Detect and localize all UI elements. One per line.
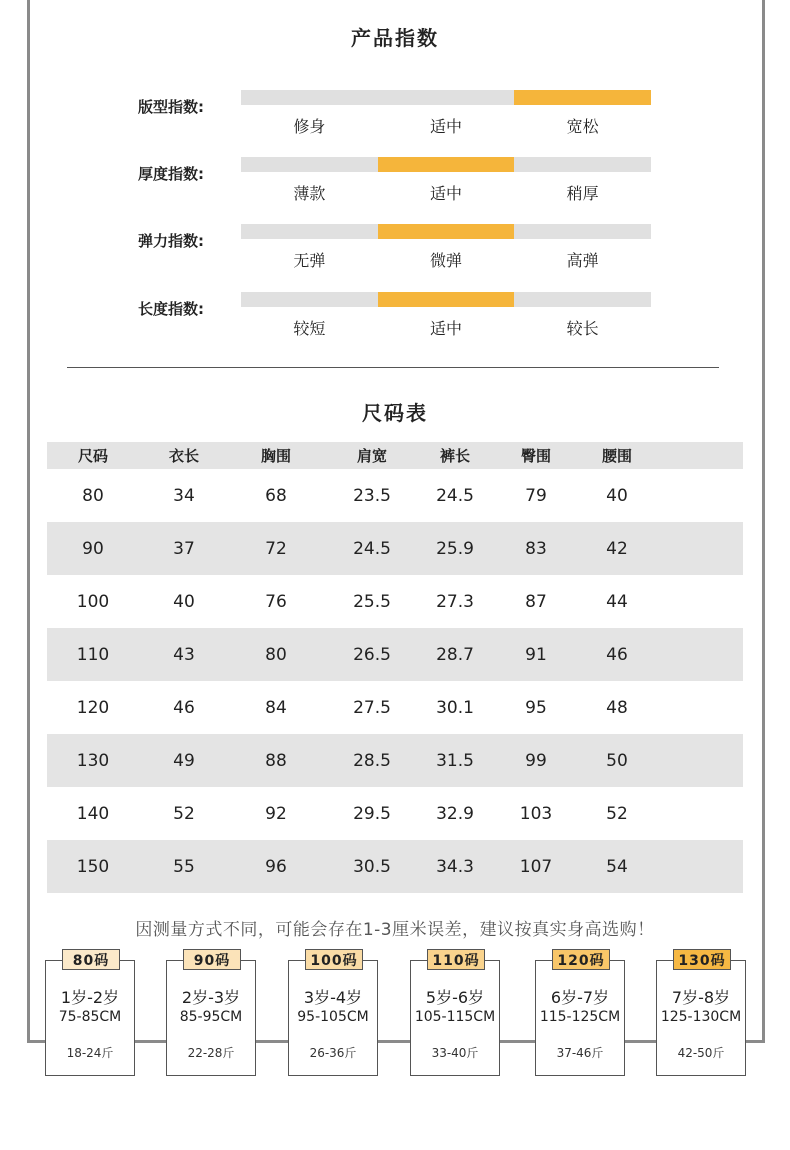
size-card-age: 2岁-3岁 xyxy=(181,988,241,1007)
index-options xyxy=(241,316,651,339)
size-table-cell: 103 xyxy=(519,803,553,824)
size-table-cell: 44 xyxy=(606,591,628,612)
size-table-cell: 54 xyxy=(606,856,628,877)
index-options xyxy=(241,114,651,137)
size-table-cell: 99 xyxy=(525,750,547,771)
index-bar xyxy=(241,157,651,172)
index-bar-segment xyxy=(241,224,378,239)
size-chart-table xyxy=(47,442,743,893)
index-bar-segment xyxy=(241,157,378,172)
index-option: 较长 xyxy=(566,319,599,338)
size-table-cell: 32.9 xyxy=(436,803,474,824)
size-table-cell: 34 xyxy=(173,485,195,506)
index-bar-segment-active xyxy=(514,90,651,105)
size-table-cell: 29.5 xyxy=(353,803,391,824)
index-options xyxy=(241,181,651,204)
index-row xyxy=(0,224,790,284)
size-table-cell: 42 xyxy=(606,538,628,559)
size-table-header xyxy=(47,442,743,469)
size-card-weight: 42-50斤 xyxy=(677,1046,725,1060)
index-bar-segment xyxy=(241,292,378,307)
size-card-badge: 100码 xyxy=(305,949,363,970)
size-table-cell: 49 xyxy=(173,750,195,771)
size-table-cell: 25.5 xyxy=(353,591,391,612)
size-table-cell: 84 xyxy=(265,697,287,718)
size-table-cell: 68 xyxy=(265,485,287,506)
size-card xyxy=(45,952,135,1076)
size-table-header-cell: 衣长 xyxy=(168,447,199,465)
index-option: 薄款 xyxy=(293,184,326,203)
size-card-age: 6岁-7岁 xyxy=(550,988,610,1007)
size-table-header-cell: 腰围 xyxy=(601,447,632,465)
size-card xyxy=(166,952,256,1076)
size-table-cell: 150 xyxy=(76,856,110,877)
size-card xyxy=(656,952,746,1076)
size-table-cell: 46 xyxy=(173,697,195,718)
size-table-header-cell: 尺码 xyxy=(77,447,108,465)
size-card-age: 1岁-2岁 xyxy=(60,988,120,1007)
size-table-row xyxy=(47,522,743,575)
index-label: 弹力指数: xyxy=(138,232,204,250)
size-card-height: 75-85CM xyxy=(58,1009,122,1025)
size-card-height: 125-130CM xyxy=(660,1009,742,1025)
size-table-cell: 24.5 xyxy=(353,538,391,559)
index-option: 微弹 xyxy=(430,251,463,270)
size-table-row xyxy=(47,628,743,681)
index-row xyxy=(0,90,790,150)
size-table-cell: 96 xyxy=(265,856,287,877)
size-table-cell: 76 xyxy=(265,591,287,612)
frame-bottom-border xyxy=(27,1040,765,1043)
index-row xyxy=(0,292,790,352)
size-card-weight: 26-36斤 xyxy=(309,1046,357,1060)
size-table-row xyxy=(47,840,743,893)
size-table-cell: 79 xyxy=(525,485,547,506)
index-option: 适中 xyxy=(430,117,463,136)
size-table-cell: 31.5 xyxy=(436,750,474,771)
size-table-cell: 88 xyxy=(265,750,287,771)
size-card-badge: 80码 xyxy=(62,949,120,970)
size-table-cell: 52 xyxy=(173,803,195,824)
index-bar xyxy=(241,90,651,105)
index-bar-segment-active xyxy=(378,157,515,172)
size-table-cell: 80 xyxy=(265,644,287,665)
size-card xyxy=(288,952,378,1076)
size-card-height: 95-105CM xyxy=(297,1009,369,1025)
product-index-title: 产品指数 xyxy=(351,26,439,50)
size-table-cell: 91 xyxy=(525,644,547,665)
size-card-height: 85-95CM xyxy=(179,1009,243,1025)
index-option: 较短 xyxy=(293,319,326,338)
size-card-age: 5岁-6岁 xyxy=(425,988,485,1007)
index-label: 厚度指数: xyxy=(138,165,204,183)
size-table-row xyxy=(47,734,743,787)
size-table-cell: 52 xyxy=(606,803,628,824)
size-table-cell: 27.5 xyxy=(353,697,391,718)
size-card xyxy=(410,952,500,1076)
size-table-cell: 28.7 xyxy=(436,644,474,665)
index-bar-segment xyxy=(378,90,515,105)
size-card-badge: 110码 xyxy=(427,949,485,970)
size-table-cell: 92 xyxy=(265,803,287,824)
size-table-row xyxy=(47,575,743,628)
size-card-weight: 37-46斤 xyxy=(556,1046,604,1060)
index-bar-segment xyxy=(514,224,651,239)
size-table-cell: 90 xyxy=(82,538,104,559)
size-table-cell: 110 xyxy=(76,644,110,665)
size-table-cell: 30.1 xyxy=(436,697,474,718)
index-bar xyxy=(241,292,651,307)
size-card-badge: 90码 xyxy=(183,949,241,970)
size-card-age: 3岁-4岁 xyxy=(303,988,363,1007)
size-card-height: 105-115CM xyxy=(414,1009,496,1025)
size-card-weight: 18-24斤 xyxy=(66,1046,114,1060)
index-label: 版型指数: xyxy=(138,98,204,116)
size-table-cell: 23.5 xyxy=(353,485,391,506)
size-table-header-cell: 胸围 xyxy=(260,447,291,465)
size-table-cell: 48 xyxy=(606,697,628,718)
section-divider xyxy=(67,367,719,368)
size-table-row xyxy=(47,787,743,840)
size-table-cell: 40 xyxy=(606,485,628,506)
index-bar-segment xyxy=(241,90,378,105)
size-table-cell: 24.5 xyxy=(436,485,474,506)
size-table-cell: 120 xyxy=(76,697,110,718)
size-table-cell: 43 xyxy=(173,644,195,665)
size-table-header-cell: 裤长 xyxy=(439,447,470,465)
size-table-cell: 80 xyxy=(82,485,104,506)
size-table-cell: 100 xyxy=(76,591,110,612)
size-table-row xyxy=(47,681,743,734)
index-option: 适中 xyxy=(430,184,463,203)
size-table-cell: 107 xyxy=(519,856,553,877)
size-table-cell: 140 xyxy=(76,803,110,824)
index-option: 高弹 xyxy=(566,251,599,270)
size-table-cell: 95 xyxy=(525,697,547,718)
size-table-cell: 37 xyxy=(173,538,195,559)
size-card xyxy=(535,952,625,1076)
index-bar-segment-active xyxy=(378,224,515,239)
index-option: 修身 xyxy=(293,117,326,136)
index-bar-segment-active xyxy=(378,292,515,307)
size-table-cell: 50 xyxy=(606,750,628,771)
index-option: 宽松 xyxy=(566,117,599,136)
size-table-cell: 40 xyxy=(173,591,195,612)
size-table-cell: 83 xyxy=(525,538,547,559)
size-table-row xyxy=(47,469,743,522)
size-table-cell: 130 xyxy=(76,750,110,771)
size-table-header-cell: 臀围 xyxy=(520,447,551,465)
size-table-cell: 25.9 xyxy=(436,538,474,559)
size-table-cell: 26.5 xyxy=(353,644,391,665)
size-card-weight: 22-28斤 xyxy=(187,1046,235,1060)
size-card-badge: 120码 xyxy=(552,949,610,970)
index-row xyxy=(0,157,790,217)
size-table-cell: 55 xyxy=(173,856,195,877)
index-option: 无弹 xyxy=(293,251,326,270)
measurement-note: 因测量方式不同，可能会存在1-3厘米误差，建议按真实身高选购！ xyxy=(135,920,655,940)
index-bar-segment xyxy=(514,292,651,307)
size-card-weight: 33-40斤 xyxy=(431,1046,479,1060)
index-bar-segment xyxy=(514,157,651,172)
size-table-cell: 27.3 xyxy=(436,591,474,612)
size-table-cell: 28.5 xyxy=(353,750,391,771)
size-chart-title: 尺码表 xyxy=(362,401,428,425)
index-option: 适中 xyxy=(430,319,463,338)
size-table-cell: 46 xyxy=(606,644,628,665)
size-card-height: 115-125CM xyxy=(539,1009,621,1025)
size-table-cell: 30.5 xyxy=(353,856,391,877)
index-bar xyxy=(241,224,651,239)
size-table-cell: 34.3 xyxy=(436,856,474,877)
size-card-age: 7岁-8岁 xyxy=(671,988,731,1007)
size-card-badge: 130码 xyxy=(673,949,731,970)
size-table-header-cell: 肩宽 xyxy=(356,447,387,465)
index-label: 长度指数: xyxy=(138,300,204,318)
index-option: 稍厚 xyxy=(566,184,599,203)
index-options xyxy=(241,248,651,271)
size-table-cell: 72 xyxy=(265,538,287,559)
size-table-cell: 87 xyxy=(525,591,547,612)
